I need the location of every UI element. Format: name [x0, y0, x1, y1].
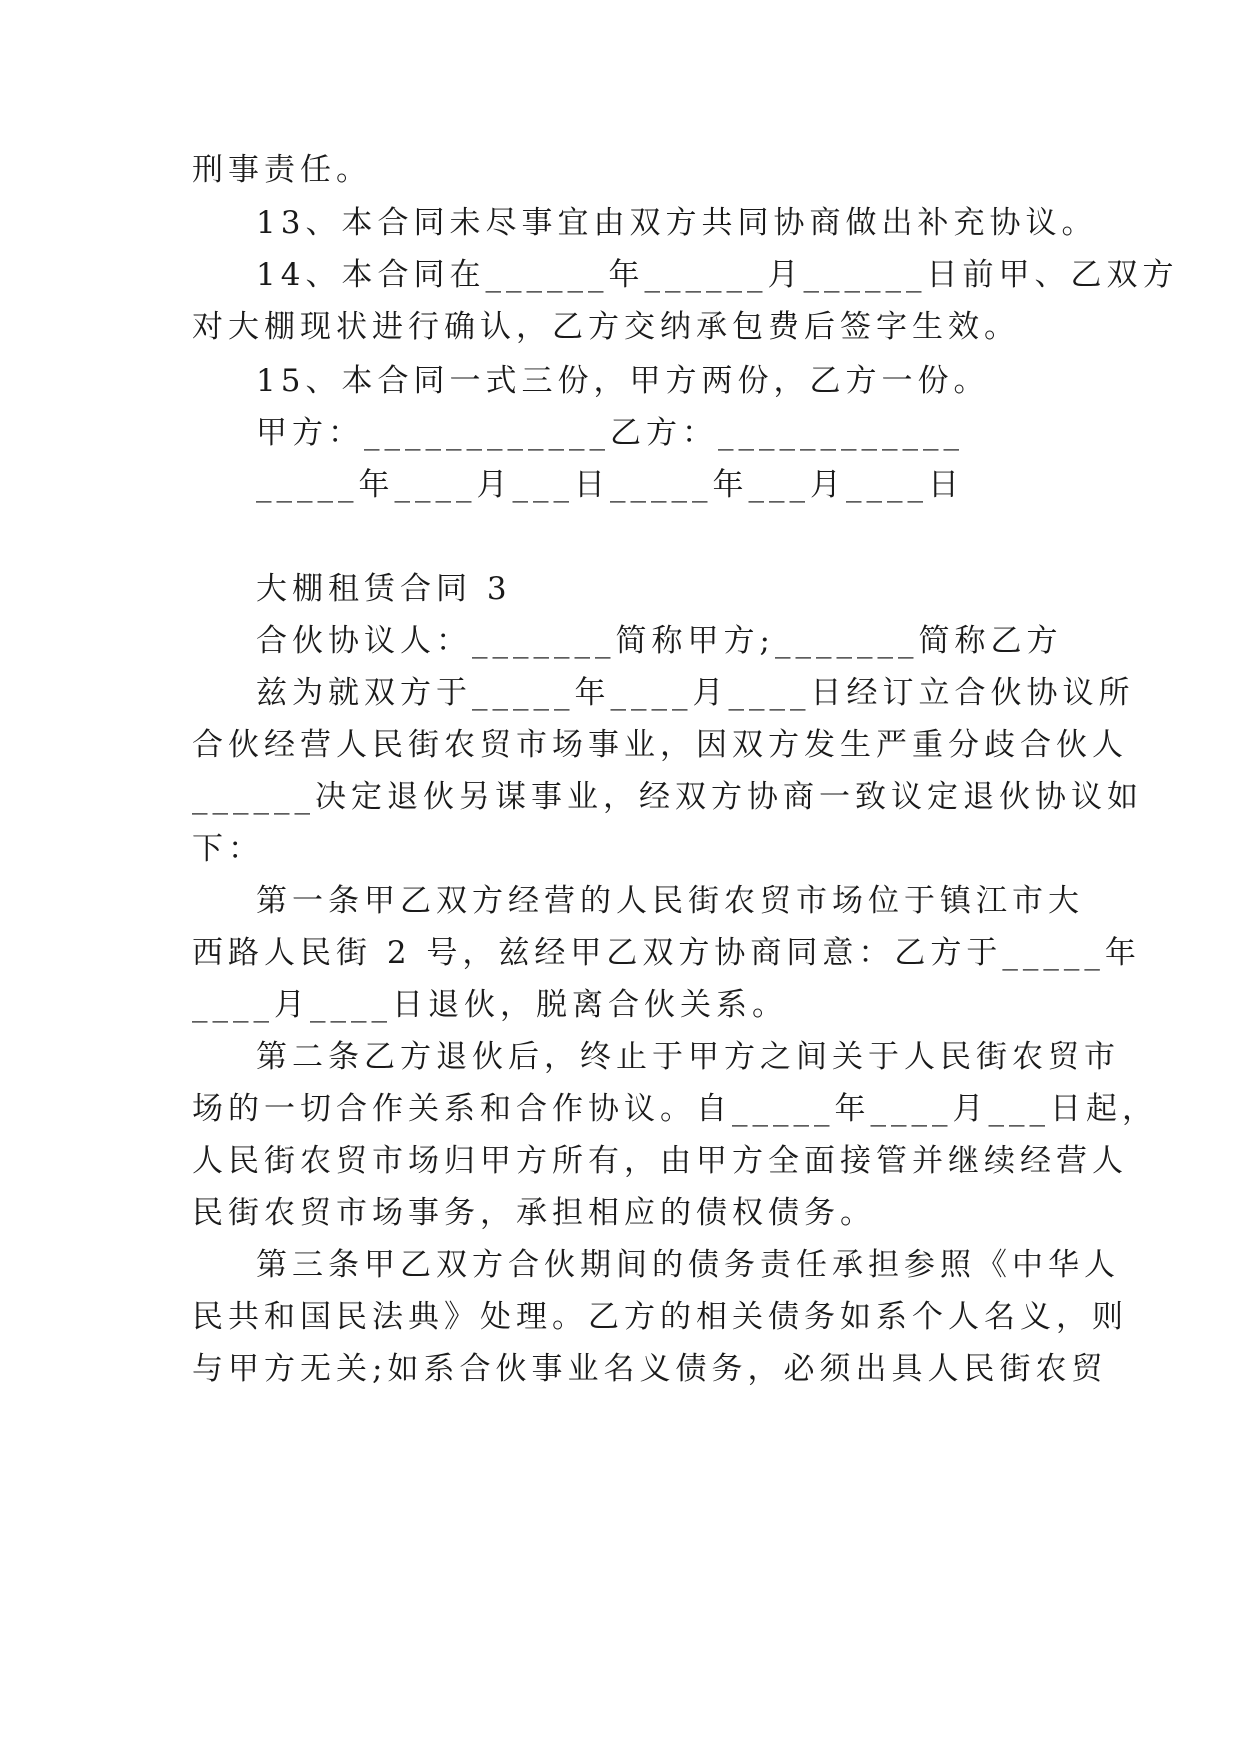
- clause-15: 15、本合同一式三份，甲方两份，乙方一份。: [256, 363, 990, 399]
- article-3-line-3: 与甲方无关;如系合伙事业名义债务，必须出具人民街农贸: [192, 1351, 1108, 1387]
- article-1-line-2: 西路人民街 2 号，兹经甲乙双方协商同意：乙方于_____年: [192, 935, 1141, 971]
- signature-dates: _____年____月___日_____年___月____日: [256, 467, 964, 503]
- clause-13: 13、本合同未尽事宜由双方共同协商做出补充协议。: [256, 205, 1098, 241]
- preamble-line-3: ______决定退伙另谋事业，经双方协商一致议定退伙协议如: [192, 779, 1143, 815]
- article-1-line-1: 第一条甲乙双方经营的人民街农贸市场位于镇江市大: [256, 883, 1084, 919]
- preamble-line-4: 下：: [192, 831, 264, 867]
- article-2-line-3: 人民街农贸市场归甲方所有，由甲方全面接管并继续经营人: [192, 1143, 1128, 1179]
- partners-line: 合伙协议人：_______简称甲方;_______简称乙方: [256, 623, 1063, 659]
- preamble-line-1: 兹为就双方于_____年____月____日经订立合伙协议所: [256, 675, 1135, 711]
- article-3-line-1: 第三条甲乙双方合伙期间的债务责任承担参照《中华人: [256, 1247, 1120, 1283]
- preamble-line-2: 合伙经营人民街农贸市场事业，因双方发生严重分歧合伙人: [192, 727, 1128, 763]
- article-3-line-2: 民共和国民法典》处理。乙方的相关债务如系个人名义，则: [192, 1299, 1128, 1335]
- signature-parties: 甲方：____________乙方：____________: [256, 415, 964, 451]
- article-2-line-2: 场的一切合作关系和合作协议。自_____年____月___日起，: [192, 1091, 1158, 1127]
- clause-14-line-1: 14、本合同在______年______月______日前甲、乙双方: [256, 257, 1179, 293]
- line-criminal-liability: 刑事责任。: [192, 152, 372, 188]
- article-2-line-1: 第二条乙方退伙后，终止于甲方之间关于人民街农贸市: [256, 1039, 1120, 1075]
- article-1-line-3: ____月____日退伙，脱离合伙关系。: [192, 987, 788, 1023]
- section-title: 大棚租赁合同 3: [256, 571, 512, 607]
- article-2-line-4: 民街农贸市场事务，承担相应的债权债务。: [192, 1195, 876, 1231]
- clause-14-line-2: 对大棚现状进行确认，乙方交纳承包费后签字生效。: [192, 309, 1020, 345]
